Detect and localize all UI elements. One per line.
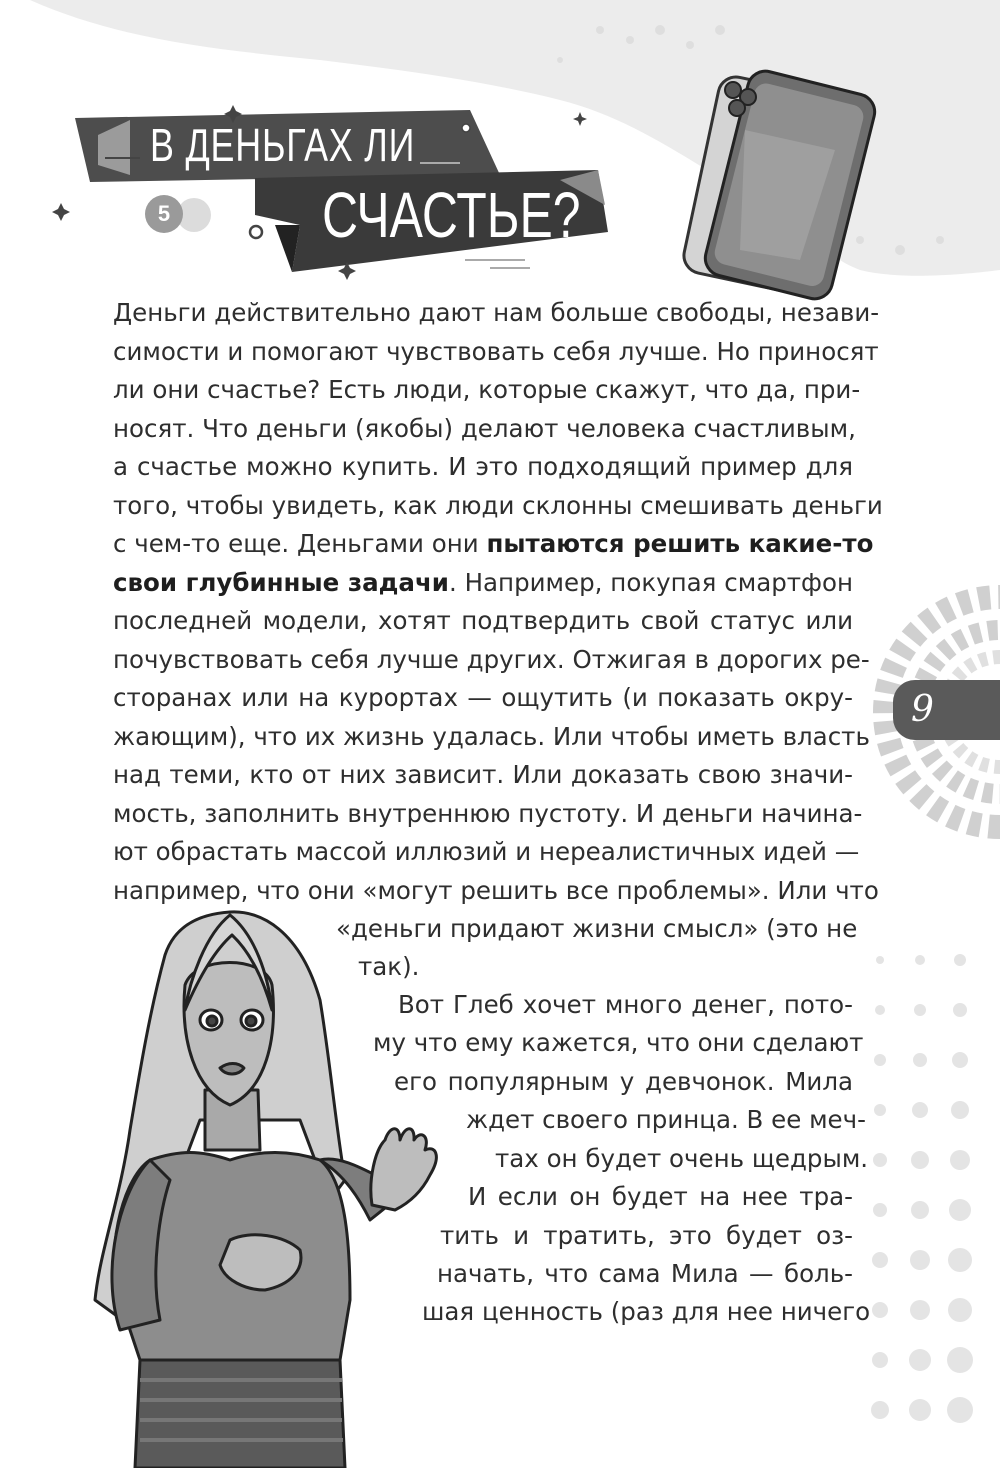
paragraph-2-line — [468, 1178, 853, 1217]
text-line: жающим), что их жизнь удалась. Или чтобы иметь власть — [113, 721, 870, 751]
paragraph-2-line — [398, 986, 853, 1025]
text-line: мость, заполнить внутреннюю пустоту. И деньги начина- — [113, 798, 863, 828]
text-line: почувствовать себя лучше других. Отжигая в дорогих ре- — [113, 644, 870, 674]
heading-line-2: СЧАСТЬЕ? — [322, 179, 581, 251]
heading-line-1: В ДЕНЬГАХ ЛИ — [150, 119, 416, 171]
paragraph-2-line — [373, 1024, 864, 1063]
text-line: шая ценность (раз для нее ничего — [422, 1297, 871, 1326]
text-line: так). — [358, 952, 420, 981]
paragraph-2-line — [440, 1217, 853, 1256]
paragraph-1 — [113, 294, 883, 910]
text-line: И если он будет на нее тра- — [468, 1182, 853, 1211]
text-line: того, чтобы увидеть, как люди склонны смешивать деньги — [113, 490, 883, 520]
paragraph-2-line — [394, 1063, 853, 1102]
paragraph-2-line — [466, 1101, 866, 1140]
text-line: носят. Что деньги (якобы) делают человека счастливым, — [113, 413, 856, 443]
text-line: тить и тратить, это будет оз- — [440, 1221, 853, 1250]
page-number: 9 — [893, 680, 1000, 740]
girl-illustration — [95, 912, 436, 1468]
text-line: тах он будет очень щедрым. — [495, 1144, 869, 1173]
text-line: ют обрастать массой иллюзий и нереалистичных идей — — [113, 837, 860, 866]
text-line: Вот Глеб хочет много денег, пото- — [398, 990, 853, 1019]
text-line: «деньги придают жизни смысл» (это не — [336, 914, 858, 943]
text-span: . Например, покупая смартфон — [448, 567, 854, 597]
text-line: сторанах или на курортах — ощутить (и показать окру- — [113, 683, 853, 712]
bold-text: свои глубинные задачи — [113, 567, 449, 597]
text-line: ли они счастье? Есть люди, которые скажут, что да, при- — [113, 375, 861, 404]
text-line: последней модели, хотят подтвердить свой статус или — [113, 606, 853, 635]
text-line: ждет своего принца. В ее меч- — [466, 1105, 866, 1134]
text-span: с чем-то еще. Деньгами они — [113, 529, 487, 558]
paragraph-2-line — [495, 1140, 869, 1179]
text-line: Деньги действительно дают нам больше свободы, незави- — [113, 298, 880, 327]
chapter-number-badge: 5 — [145, 195, 183, 233]
paragraph-1-tail-line-2 — [358, 948, 438, 987]
text-line — [113, 564, 853, 603]
text-line: например, что они «могут решить все проблемы». Или что — [113, 875, 879, 905]
text-line: му что ему кажется, что они сделают — [373, 1028, 864, 1057]
bold-text: пытаются решить какие-то — [486, 529, 874, 558]
text-line — [113, 525, 874, 564]
side-dots — [871, 954, 973, 1423]
text-line: начать, что сама Мила — боль- — [437, 1259, 853, 1288]
text-line: над теми, кто от них зависит. Или доказать свою значи- — [113, 760, 853, 789]
text-line: а счастье можно купить. И это подходящий пример для — [113, 452, 853, 481]
paragraph-1-tail-line-1 — [336, 910, 858, 949]
paragraph-2-line — [422, 1293, 871, 1332]
text-line: его популярным у девчонок. Мила — [394, 1067, 853, 1096]
text-line: симости и помогают чувствовать себя лучше. Но приносят — [113, 336, 879, 366]
paragraph-2-line — [437, 1255, 853, 1294]
